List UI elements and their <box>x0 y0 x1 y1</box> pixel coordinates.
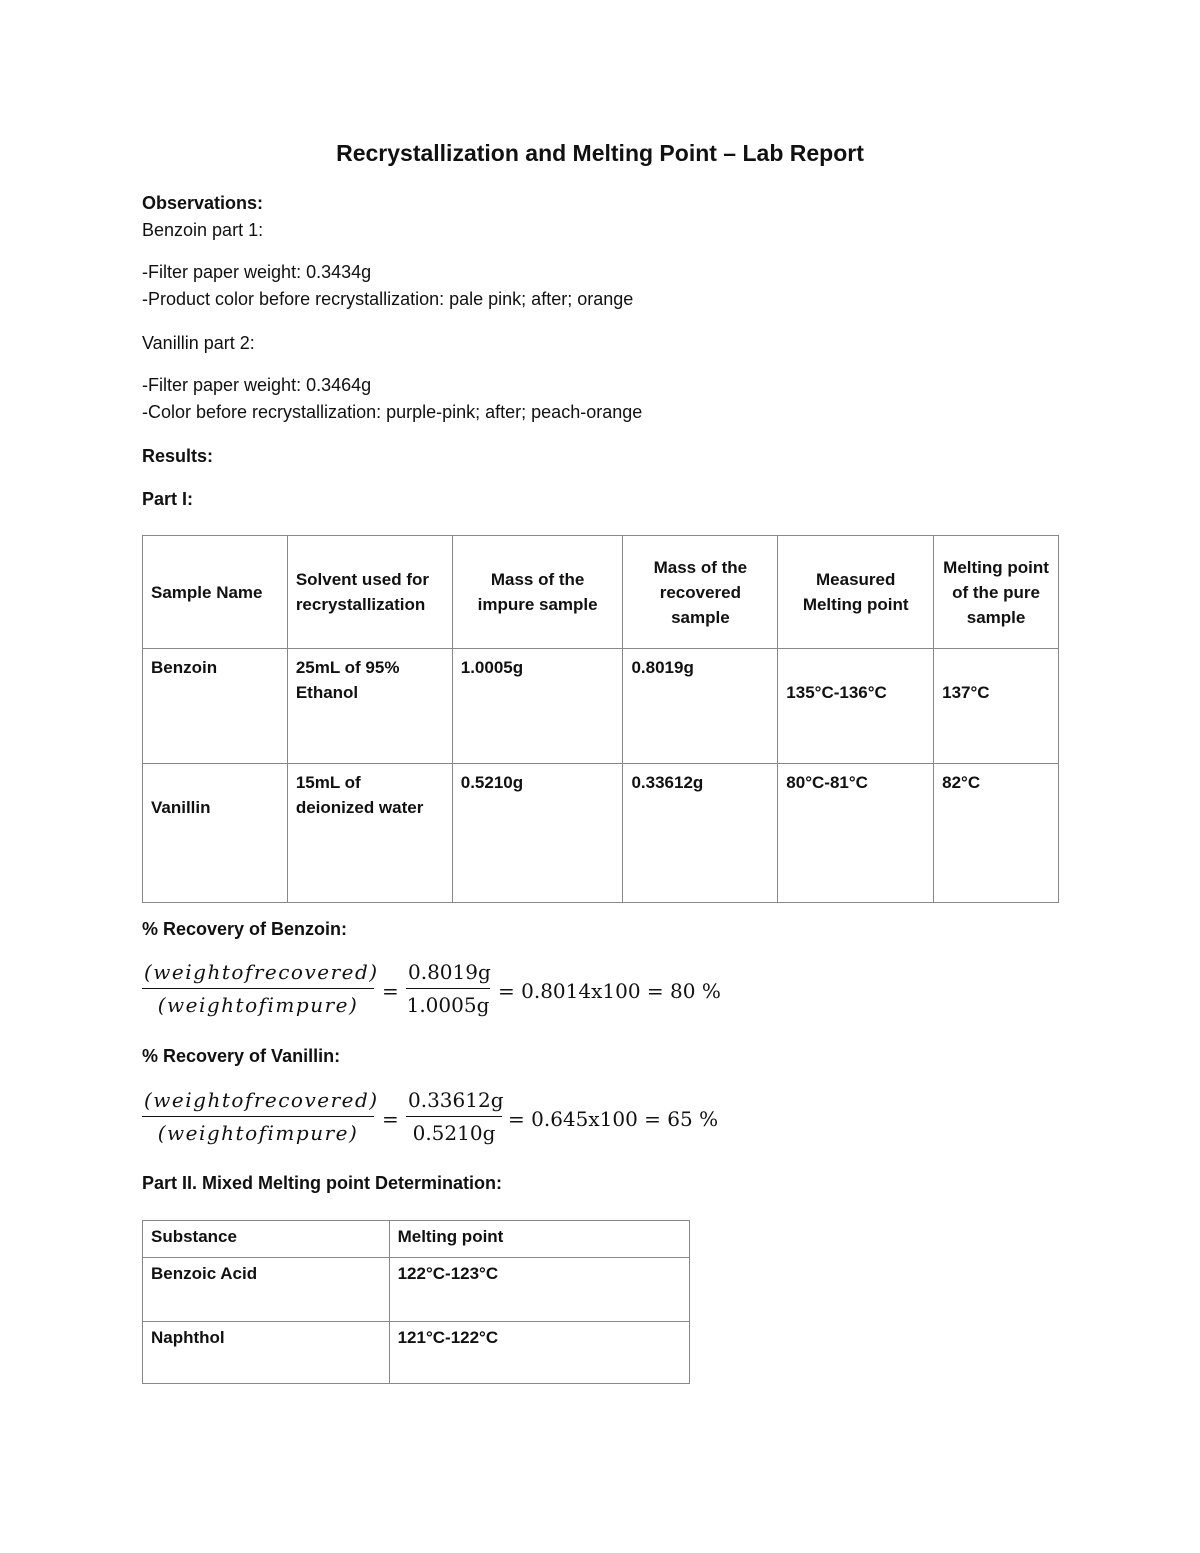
benzoin-color: -Product color before recrystallization: pale pink; after; orange <box>142 289 634 309</box>
cell-recovered-mass: 0.8019g <box>623 649 778 764</box>
header-substance: Substance <box>143 1221 390 1258</box>
numerator-label: (weightofrecovered) <box>142 960 374 989</box>
denominator-label: (weightofimpure) <box>157 1121 359 1145</box>
cell-measured-mp: 80°C-81°C <box>778 764 934 903</box>
denominator-value: 0.5210g <box>412 1121 496 1145</box>
part2-heading: Part II. Mixed Melting point Determination: <box>142 1173 503 1193</box>
benzoin-filter-weight: -Filter paper weight: 0.3434g <box>142 262 372 282</box>
value-fraction <box>406 1088 502 1145</box>
equals-sign: = <box>382 979 399 1003</box>
table-row <box>143 1322 690 1384</box>
header-melting-point: Melting point <box>389 1221 689 1258</box>
equals-sign: = <box>382 1107 399 1131</box>
cell-recovered-mass: 0.33612g <box>623 764 778 903</box>
cell-measured-mp: 135°C-136°C <box>778 649 934 764</box>
vanillin-recovery-heading: % Recovery of Vanillin: <box>142 1046 341 1066</box>
table-header-row <box>143 536 1059 649</box>
vanillin-part-label: Vanillin part 2: <box>142 333 255 353</box>
benzoin-recovery-heading: % Recovery of Benzoin: <box>142 919 348 939</box>
cell-sample: Vanillin <box>143 764 288 903</box>
numerator-value: 0.8019g <box>406 960 490 989</box>
header-sample-name: Sample Name <box>143 536 288 649</box>
results-table <box>142 535 1059 903</box>
header-impure-mass: Mass of the impure sample <box>452 536 623 649</box>
label-fraction <box>142 960 379 1017</box>
cell-melting-point: 121°C-122°C <box>389 1322 689 1384</box>
cell-melting-point: 122°C-123°C <box>389 1258 689 1322</box>
cell-pure-mp: 137°C <box>934 649 1059 764</box>
cell-impure-mass: 1.0005g <box>452 649 623 764</box>
recovery-result: = 0.8014x100 = 80 % <box>498 979 721 1003</box>
header-pure-mp: Melting point of the pure sample <box>934 536 1059 649</box>
label-fraction <box>142 1088 379 1145</box>
results-heading: Results: <box>142 446 214 466</box>
part1-heading: Part I: <box>142 489 194 509</box>
vanillin-recovery-equation <box>142 1088 742 1158</box>
table-row <box>143 649 1059 764</box>
denominator-label: (weightofimpure) <box>157 993 359 1017</box>
mixed-mp-table <box>142 1220 690 1384</box>
cell-substance: Naphthol <box>143 1322 390 1384</box>
vanillin-filter-weight: -Filter paper weight: 0.3464g <box>142 375 372 395</box>
cell-sample: Benzoin <box>143 649 288 764</box>
recovery-result: = 0.645x100 = 65 % <box>508 1107 719 1131</box>
cell-solvent: 15mL of deionized water <box>287 764 452 903</box>
table-header-row <box>143 1221 690 1258</box>
table-row <box>143 1258 690 1322</box>
benzoin-part-label: Benzoin part 1: <box>142 220 264 240</box>
numerator-label: (weightofrecovered) <box>142 1088 374 1117</box>
cell-solvent: 25mL of 95% Ethanol <box>287 649 452 764</box>
page-title: Recrystallization and Melting Point – Lab Report <box>336 140 864 166</box>
header-recovered-mass: Mass of the recovered sample <box>623 536 778 649</box>
cell-substance: Benzoic Acid <box>143 1258 390 1322</box>
numerator-value: 0.33612g <box>406 1088 502 1117</box>
cell-pure-mp: 82°C <box>934 764 1059 903</box>
value-fraction <box>406 960 490 1017</box>
header-measured-mp: Measured Melting point <box>778 536 934 649</box>
denominator-value: 1.0005g <box>406 993 490 1017</box>
header-solvent: Solvent used for recrystallization <box>287 536 452 649</box>
benzoin-recovery-equation <box>142 960 742 1030</box>
table-row <box>143 764 1059 903</box>
observations-heading: Observations: <box>142 193 264 213</box>
cell-impure-mass: 0.5210g <box>452 764 623 903</box>
vanillin-color: -Color before recrystallization: purple-pink; after; peach-orange <box>142 402 643 422</box>
